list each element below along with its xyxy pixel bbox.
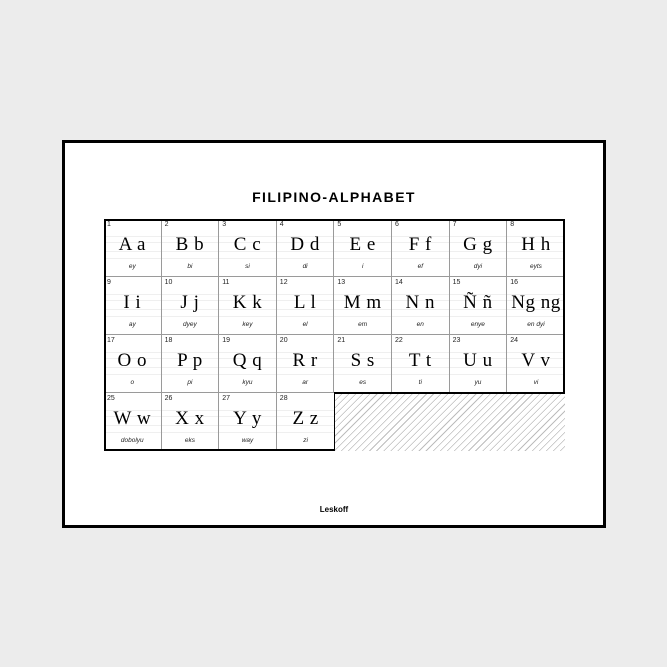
letter-pronunciation: dyey [183,321,197,328]
letter-pronunciation: ey [128,263,136,270]
letter-pronunciation: vi [533,379,539,386]
table-outline [334,392,336,451]
letter-cell [334,335,392,393]
letter-cell [450,219,508,277]
letter-glyph: P p [177,350,203,371]
letter-number: 9 [107,279,111,286]
letter-glyph: O o [117,350,148,371]
letter-number: 2 [164,221,169,228]
letter-number: 10 [164,279,173,286]
letter-pronunciation: dobolyu [120,437,144,444]
letter-number: 27 [222,395,230,402]
letter-number: 8 [510,221,515,228]
letter-glyph: I i [123,292,142,313]
letter-pronunciation: di [302,263,308,270]
letter-glyph: H h [521,234,551,255]
letter-cell [104,393,162,451]
letter-cell [507,219,565,277]
letter-pronunciation: em [358,321,368,328]
letter-cell [162,277,220,335]
letter-pronunciation: en dyi [527,321,545,328]
letter-cell [277,219,335,277]
letter-pronunciation: key [242,321,253,328]
letter-number: 24 [510,337,518,344]
letter-number: 23 [452,337,461,344]
letter-glyph: Y y [233,408,262,429]
table-outline [563,219,565,393]
letter-pronunciation: yu [474,379,482,386]
letter-glyph: V v [521,350,551,371]
letter-glyph: G g [463,234,493,255]
letter-number: 20 [279,337,288,344]
letter-number: 1 [107,221,111,228]
letter-pronunciation: i [361,263,364,270]
letter-number: 21 [337,337,346,344]
letter-cell [277,277,335,335]
letter-glyph: X x [175,408,205,429]
letter-pronunciation: ay [128,321,136,328]
letter-cell [392,219,450,277]
letter-number: 5 [337,221,342,228]
letter-glyph: M m [343,292,382,313]
letter-glyph: T t [408,350,432,371]
letter-glyph: Z z [292,408,319,429]
letter-pronunciation: eyts [530,263,542,270]
letter-pronunciation: el [302,321,308,328]
letter-glyph: B b [175,234,205,255]
letter-pronunciation: es [359,379,367,386]
letter-number: 19 [222,337,230,344]
letter-glyph: Ñ ñ [463,292,493,313]
letter-number: 3 [222,221,227,228]
letter-glyph: K k [232,292,263,313]
letter-pronunciation: dyi [473,263,483,270]
letter-number: 25 [107,395,115,402]
letter-glyph: L l [293,292,317,313]
letter-pronunciation: bi [187,263,193,270]
letter-glyph: D d [290,234,320,255]
letter-cell [104,335,162,393]
letter-number: 16 [510,279,518,286]
letter-number: 12 [279,279,288,286]
letter-cell [334,277,392,335]
letter-pronunciation: zi [303,437,308,444]
hatched-empty-area [335,393,565,451]
letter-pronunciation: way [241,437,254,444]
letter-number: 18 [164,337,173,344]
letter-number: 11 [222,279,230,286]
letter-pronunciation: eks [184,437,195,444]
letter-glyph: E e [349,234,376,255]
letter-glyph: S s [350,350,375,371]
letter-pronunciation: si [245,263,250,270]
letter-pronunciation: pi [187,379,193,386]
letter-number: 7 [452,221,457,228]
letter-number: 13 [337,279,346,286]
letter-cell [219,219,277,277]
letter-cell [219,393,277,451]
letter-cell [334,219,392,277]
brand-label: Leskoff [319,505,349,514]
table-outline [334,392,565,394]
letter-cell [392,335,450,393]
letter-cell [277,335,335,393]
letter-number: 17 [107,337,115,344]
letter-glyph: N n [405,292,436,313]
letter-glyph: C c [233,234,262,255]
letter-cell [507,277,565,335]
letter-cell [162,335,220,393]
letter-number: 28 [279,395,288,402]
letter-cell [450,335,508,393]
letter-glyph: W w [113,408,152,429]
letter-pronunciation: enye [470,321,485,328]
letter-pronunciation: o [130,379,135,386]
letter-glyph: Ng ng [511,292,561,313]
letter-glyph: Q q [232,350,263,371]
letter-cell [219,277,277,335]
letter-glyph: U u [463,350,493,371]
letter-number: 6 [395,221,399,228]
letter-cell [450,277,508,335]
letter-cell [104,219,162,277]
letter-cell [277,393,335,451]
letter-cell [219,335,277,393]
letter-glyph: F f [408,234,432,255]
letter-cell [162,219,220,277]
table-outline [104,449,335,451]
letter-cell [104,277,162,335]
letter-pronunciation: kyu [242,379,253,386]
letter-number: 26 [164,395,173,402]
letter-number: 14 [395,279,403,286]
letter-cell [392,277,450,335]
letter-pronunciation: ar [302,379,308,386]
letter-pronunciation: ef [417,263,423,270]
letter-glyph: R r [292,350,318,371]
letter-number: 22 [395,337,403,344]
letter-cell [507,335,565,393]
poster-frame [62,140,606,528]
table-outline [104,219,106,451]
letter-number: 4 [279,221,284,228]
table-outline [104,219,565,221]
letter-pronunciation: ti [418,379,422,386]
poster-title: FILIPINO-ALPHABET [252,189,416,205]
letter-glyph: J j [180,292,200,313]
alphabet-grid [104,219,565,451]
letter-glyph: A a [118,234,146,255]
letter-number: 15 [452,279,461,286]
letter-pronunciation: en [416,321,424,328]
letter-cell [162,393,220,451]
